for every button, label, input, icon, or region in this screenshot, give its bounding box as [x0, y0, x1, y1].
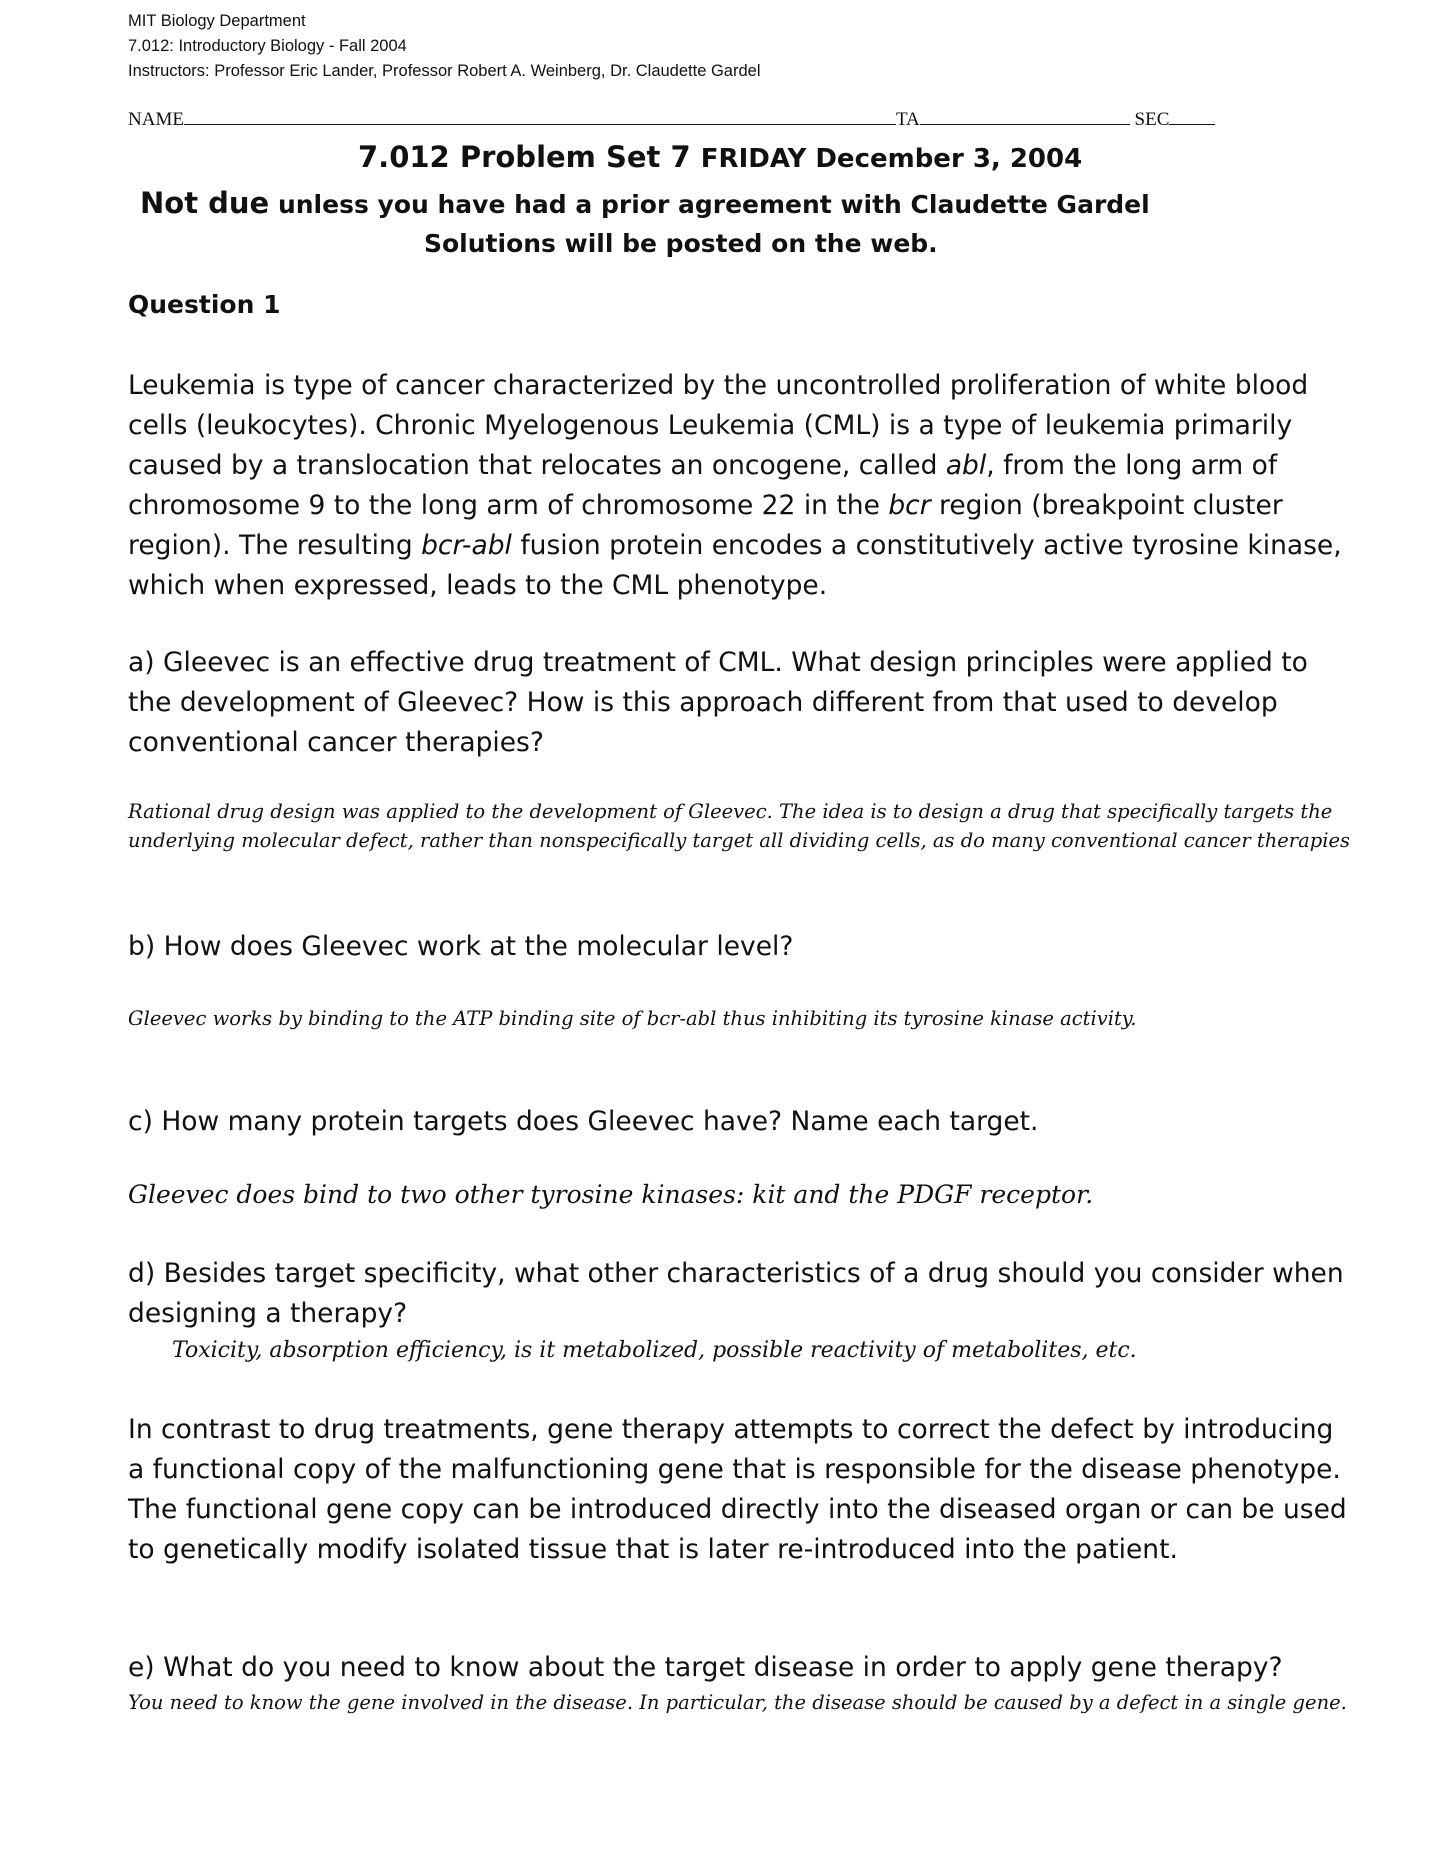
title-main: 7.012 Problem Set 7: [358, 140, 691, 174]
part-d-prompt: d) Besides target specificity, what other characteristics of a drug should you consider when designing a therapy?: [128, 1258, 1344, 1329]
title-date: FRIDAY December 3, 2004: [700, 144, 1083, 174]
gene-therapy-paragraph: In contrast to drug treatments, gene therapy attempts to correct the defect by introducing a functional copy of the malfunctioning gene that is responsible for the disease phenotype. The functional gene copy can be introduced directly into the diseased organ or can be used to genetically modify isolated tissue that is later re-introduced into the patient.: [128, 1414, 1347, 1565]
part-b-answer: Gleevec works by binding to the ATP binding site of bcr-abl thus inhibiting its tyrosine kinase activity.: [128, 1007, 1137, 1030]
gene-bcr-abl: bcr-abl: [421, 530, 512, 561]
part-c-answer: Gleevec does bind to two other tyrosine kinases: kit and the PDGF receptor.: [128, 1180, 1094, 1209]
due-notice: [140, 186, 1150, 220]
gene-bcr: bcr: [888, 490, 931, 521]
intro-text-1: Leukemia is type of cancer characterized by the uncontrolled proliferation of white blood cells (leukocytes). Chronic Myelogenous Leukemia (CML) is a type of leukemia primarily caused by a translocation that relocates an oncogene, called: [128, 370, 1309, 481]
name-field[interactable]: [128, 106, 1215, 131]
ta-label: TA: [895, 109, 920, 130]
name-label: NAME: [128, 109, 184, 130]
page-title: [358, 140, 1082, 174]
ta-blank[interactable]: [920, 106, 1130, 125]
question-heading: Question 1: [128, 290, 281, 319]
part-e-prompt: e) What do you need to know about the target disease in order to apply gene therapy?: [128, 1652, 1283, 1683]
part-a-answer: Rational drug design was applied to the development of Gleevec. The idea is to design a drug that specifically targets the underlying molecular defect, rather than nonspecifically target all dividing cells, as do many conventional cancer therapies: [128, 800, 1351, 852]
solutions-notice: Solutions will be posted on the web.: [424, 229, 938, 258]
intro-text-4: fusion protein encodes a constitutively active tyrosine kinase, which when expressed, leads to the CML phenotype.: [128, 530, 1342, 601]
intro-text-3: region (breakpoint cluster region). The resulting: [128, 490, 1283, 561]
not-due-text: Not due: [140, 186, 270, 220]
part-a-prompt: a) Gleevec is an effective drug treatment of CML. What design principles were applied to the development of Gleevec? How is this approach different from that used to develop conventional cancer therapies?: [128, 647, 1308, 758]
intro-text-2: , from the long arm of chromosome 9 to the long arm of chromosome 22 in the: [128, 450, 1278, 521]
sec-blank[interactable]: [1169, 106, 1215, 125]
sec-label: SEC: [1134, 109, 1170, 130]
course-line: 7.012: Introductory Biology - Fall 2004: [128, 37, 407, 55]
part-c-prompt: c) How many protein targets does Gleevec have? Name each target.: [128, 1106, 1039, 1137]
part-d-answer: Toxicity, absorption efficiency, is it metabolized, possible reactivity of metabolites, etc.: [172, 1338, 1137, 1363]
intro-paragraph: [128, 366, 1353, 606]
instructors-line: Instructors: Professor Eric Lander, Professor Robert A. Weinberg, Dr. Claudette Gardel: [128, 62, 761, 80]
gene-abl: abl: [945, 450, 987, 481]
department-line: MIT Biology Department: [128, 12, 306, 30]
name-blank[interactable]: [184, 106, 896, 125]
due-notice-rest: unless you have had a prior agreement with Claudette Gardel: [277, 190, 1150, 219]
part-e-answer: You need to know the gene involved in the disease. In particular, the disease should be caused by a defect in a single gene.: [128, 1691, 1347, 1714]
part-b-prompt: b) How does Gleevec work at the molecular level?: [128, 931, 794, 962]
